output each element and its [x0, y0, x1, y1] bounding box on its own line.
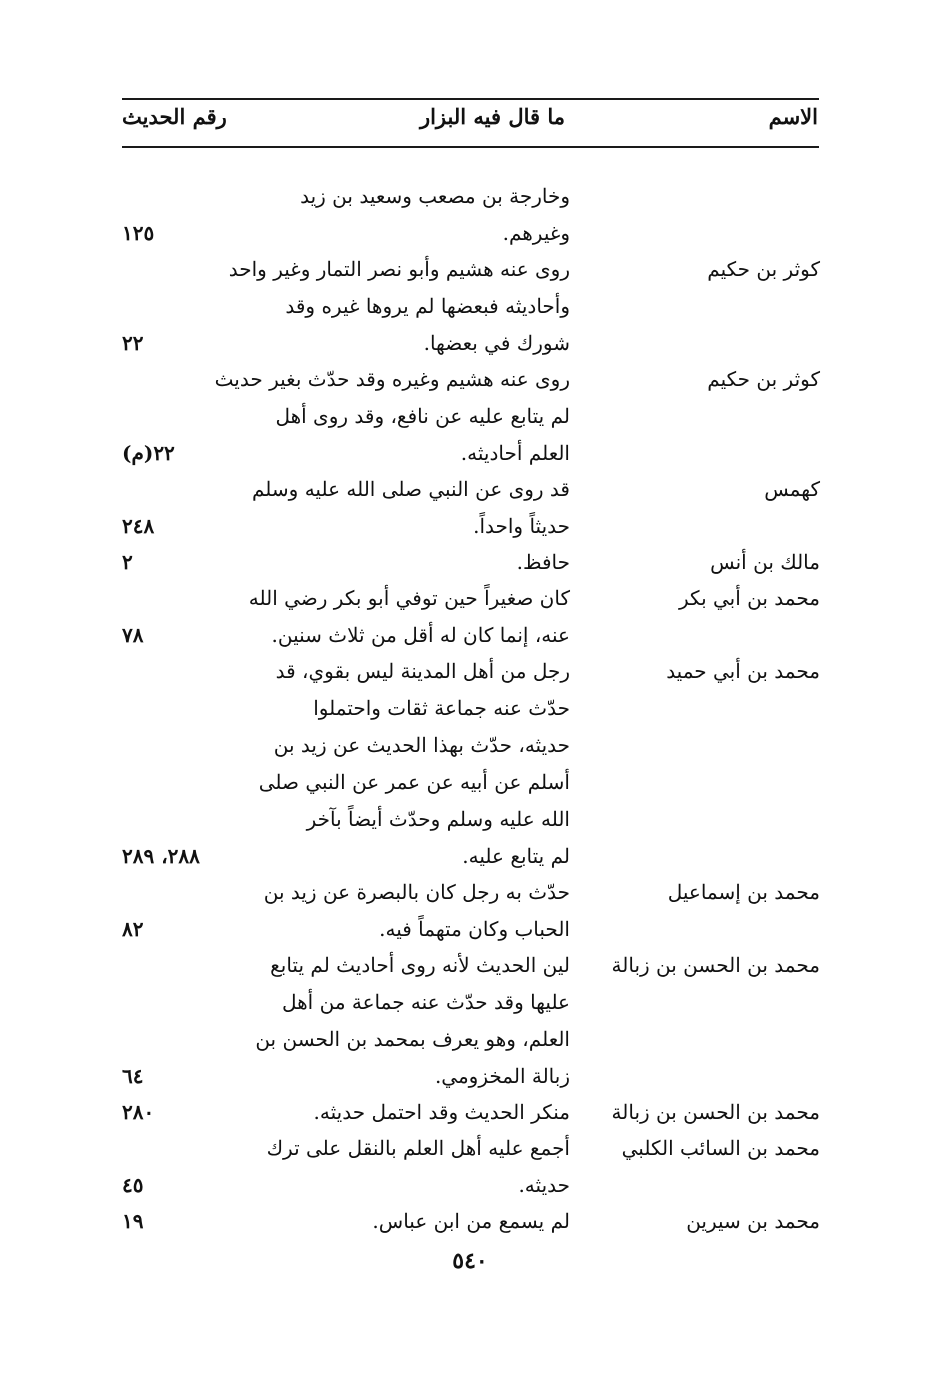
column-header-said: ما قال فيه البزار [419, 104, 565, 129]
comment-line: حديثه، حدّث بهذا الحديث عن زيد بن [273, 733, 570, 757]
hadith-number: ٨٢ [122, 917, 144, 941]
comment-line: لم يتابع عليه عن نافع، وقد روى أهل [275, 404, 570, 428]
narrator-name: كوثر بن حكيم [707, 257, 820, 281]
comment-line: رجل من أهل المدينة ليس بقوي، قد [275, 659, 570, 683]
comment-line: منكر الحديث وقد احتمل حديثه. [313, 1100, 570, 1124]
bazzar-comment [240, 1130, 570, 1204]
bazzar-comment [240, 653, 570, 875]
comment-line: حديثاً واحداً. [473, 514, 570, 538]
narrator-name: محمد بن أبي بكر [679, 586, 820, 610]
bazzar-comment [214, 361, 570, 472]
narrator-name: محمد بن إسماعيل [667, 880, 820, 904]
comment-line: أجمع عليه أهل العلم بالنقل على ترك [266, 1136, 570, 1160]
header-bottom-rule [122, 146, 819, 148]
bazzar-comment [240, 874, 570, 948]
comment-line: أسلم عن أبيه عن عمر عن النبي صلى [258, 770, 570, 794]
narrator-name: مالك بن أنس [710, 550, 820, 574]
narrator-name: محمد بن الحسن بن زبالة [611, 953, 820, 977]
comment-line: قد روى عن النبي صلى الله عليه وسلم [251, 477, 570, 501]
bazzar-comment [228, 251, 570, 362]
bazzar-comment [240, 580, 570, 654]
hadith-number: ٢٤٨ [122, 514, 155, 538]
comment-line: وأحاديثه فبعضها لم يروها غيره وقد [285, 294, 570, 318]
comment-line: عليها وقد حدّث عنه جماعة من أهل [281, 990, 570, 1014]
comment-line: عنه، إنما كان له أقل من ثلاث سنين. [271, 623, 570, 647]
narrator-name: محمد بن السائب الكلبي [621, 1136, 820, 1160]
comment-line: روى عنه هشيم وغيره وقد حدّث بغير حديث [214, 367, 570, 391]
hadith-number: ١٩ [122, 1209, 144, 1233]
comment-line: العلم، وهو يعرف بمحمد بن الحسن بن [255, 1027, 570, 1051]
comment-line: لين الحديث لأنه روى أحاديث لم يتابع [270, 953, 570, 977]
comment-line: شورك في بعضها. [423, 331, 570, 355]
narrator-name: كوثر بن حكيم [707, 367, 820, 391]
comment-line: وغيرهم. [502, 221, 570, 245]
bazzar-comment [240, 544, 570, 581]
comment-line: كان صغيراً حين توفي أبو بكر رضي الله [248, 586, 570, 610]
comment-line: حدّث به رجل كان بالبصرة عن زيد بن [263, 880, 570, 904]
narrator-name: محمد بن أبي حميد [666, 659, 820, 683]
bazzar-comment [240, 947, 570, 1095]
page-number: ٥٤٠ [452, 1248, 488, 1274]
comment-line: لم يسمع من ابن عباس. [372, 1209, 570, 1233]
hadith-number: ٧٨ [122, 623, 144, 647]
hadith-number: ٤٥ [122, 1173, 144, 1197]
narrator-name: محمد بن الحسن بن زبالة [611, 1100, 820, 1124]
hadith-number: ٢٨٨، ٢٨٩ [122, 844, 200, 868]
bazzar-comment [240, 178, 570, 252]
comment-line: روى عنه هشيم وأبو نصر التمار وغير واحد [228, 257, 570, 281]
comment-line: العلم أحاديثه. [460, 441, 570, 465]
hadith-number: ٢٢(م) [122, 441, 175, 465]
column-header-number: رقم الحديث [122, 104, 227, 129]
comment-line: حدّث عنه جماعة ثقات واحتملوا [313, 696, 570, 720]
bazzar-comment [240, 471, 570, 545]
comment-line: حافظ. [516, 550, 570, 574]
hadith-number: ٢ [122, 550, 133, 574]
comment-line: حديثه. [518, 1173, 570, 1197]
comment-line: لم يتابع عليه. [462, 844, 570, 868]
narrator-name: كهمس [764, 477, 820, 501]
hadith-number: ١٢٥ [122, 221, 155, 245]
comment-line: زبالة المخزومي. [434, 1064, 570, 1088]
comment-line: الحباب وكان متهماً فيه. [379, 917, 570, 941]
hadith-number: ٢٢ [122, 331, 144, 355]
comment-line: الله عليه وسلم وحدّث أيضاً بآخر [306, 807, 570, 831]
narrator-name: محمد بن سيرين [686, 1209, 820, 1233]
hadith-number: ٦٤ [122, 1064, 144, 1088]
column-header-name: الاسم [768, 104, 818, 129]
comment-line: وخارجة بن مصعب وسعيد بن زيد [300, 184, 570, 208]
header-top-rule [122, 98, 819, 100]
bazzar-comment [240, 1203, 570, 1240]
hadith-number: ٢٨٠ [122, 1100, 155, 1124]
bazzar-comment [240, 1094, 570, 1131]
